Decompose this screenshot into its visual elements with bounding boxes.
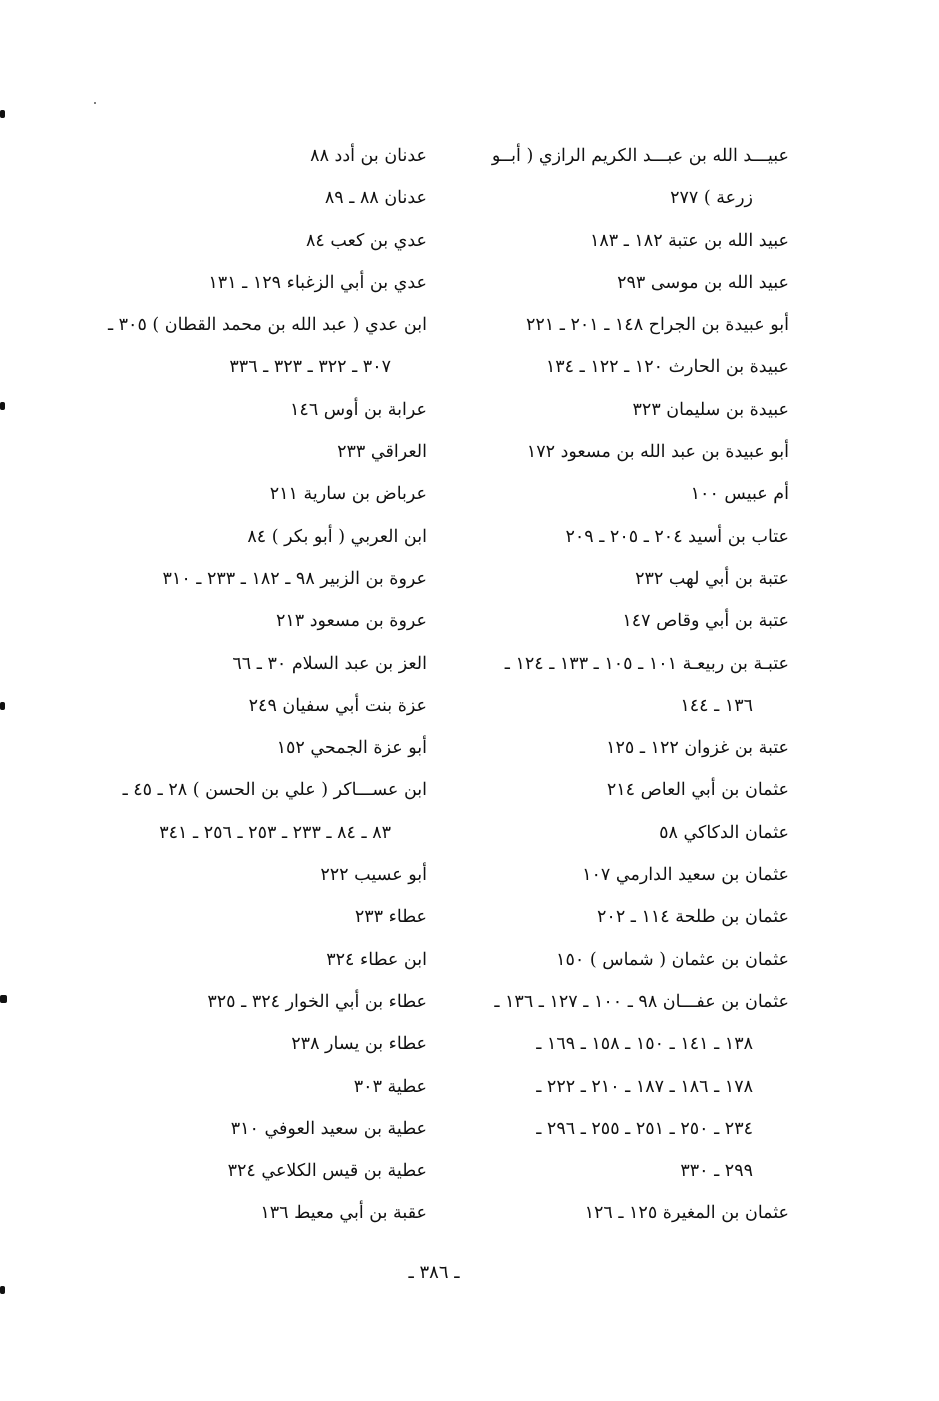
- scan-edge-mark: [0, 1286, 5, 1294]
- index-entry: عثمان بن عفـــان ٩٨ ـ ١٠٠ ـ ١٢٧ ـ ١٣٦ ـ: [494, 991, 789, 1012]
- scan-edge-mark: [0, 402, 5, 410]
- index-entry: عطاء بن يسار ٢٣٨: [291, 1034, 427, 1055]
- index-entry: عثمان بن سعيد الدارمي ١٠٧: [582, 865, 789, 886]
- index-entry-continuation: ١٣٦ ـ ١٤٤: [680, 695, 753, 716]
- index-entry: عبيد الله بن عتبة ١٨٢ ـ ١٨٣: [589, 230, 789, 251]
- scan-edge-mark: [0, 995, 7, 1003]
- index-entry: عطية ٣٠٣: [353, 1076, 427, 1097]
- index-entry: عقبة بن أبي معيط ١٣٦: [260, 1203, 427, 1224]
- index-entry: ابن العربي ( أبو بكر ) ٨٤: [247, 526, 427, 547]
- index-entry: العز بن عبد السلام ٣٠ ـ ٦٦: [232, 653, 427, 674]
- index-entry: أبو عسيب ٢٢٢: [320, 865, 427, 886]
- index-entry: عتبة بن غزوان ١٢٢ ـ ١٢٥: [606, 738, 789, 759]
- index-entry-continuation: ٢٩٩ ـ ٣٣٠: [680, 1161, 753, 1182]
- index-entry: أبو عبيدة بن عبد الله بن مسعود ١٧٢: [526, 442, 789, 463]
- index-entry: عدي بن أبي الزغباء ١٢٩ ـ ١٣١: [208, 272, 427, 293]
- index-entry: عثمان بن المغيرة ١٢٥ ـ ١٢٦: [584, 1203, 789, 1224]
- index-entry: أم عبيس ١٠٠: [690, 484, 789, 505]
- index-entry: عبيـــد الله بن عبـــد الكريم الرازي ( أبــو: [491, 146, 789, 166]
- index-entry-continuation: زرعة ) ٢٧٧: [670, 188, 753, 209]
- index-entry: ابن عطاء ٣٢٤: [326, 949, 427, 970]
- scan-edge-mark: [0, 702, 5, 710]
- scan-edge-mark: [0, 110, 5, 118]
- index-entry: عرباض بن سارية ٢١١: [269, 484, 427, 505]
- page-number: ـ ٣٨٦ ـ: [408, 1262, 460, 1283]
- index-entry: عطية بن قيس الكلاعي ٣٢٤: [227, 1161, 427, 1182]
- index-entry-continuation: ٢٣٤ ـ ٢٥٠ ـ ٢٥١ ـ ٢٥٥ ـ ٢٩٦ ـ: [536, 1118, 753, 1139]
- index-entry: عتاب بن أسيد ٢٠٤ ـ ٢٠٥ ـ ٢٠٩: [565, 526, 789, 547]
- index-entry: عتبة بن أبي لهب ٢٣٢: [635, 568, 789, 589]
- index-entry: عتبـة بن ربيعـة ١٠١ ـ ١٠٥ ـ ١٣٣ ـ ١٢٤ ـ: [504, 653, 789, 674]
- index-entry: عدنان ٨٨ ـ ٨٩: [324, 188, 427, 209]
- index-entry: عطاء ٢٣٣: [354, 907, 427, 928]
- index-entry: عثمان بن أبي العاص ٢١٤: [606, 780, 789, 801]
- index-entry: عدنان بن أدد ٨٨: [310, 146, 427, 166]
- index-entry: عدي بن كعب ٨٤: [306, 230, 427, 251]
- index-entry: أبو عزة الجمحي ١٥٢: [276, 738, 427, 759]
- index-entry: عروة بن الزبير ٩٨ ـ ١٨٢ ـ ٢٣٣ ـ ٣١٠: [162, 568, 427, 589]
- index-entry: عطاء بن أبي الخوار ٣٢٤ ـ ٣٢٥: [207, 991, 427, 1012]
- scan-speck: [94, 102, 96, 104]
- index-entry-continuation: ٣٠٧ ـ ٣٢٢ ـ ٣٢٣ ـ ٣٣٦: [229, 357, 391, 378]
- index-entry: عتبة بن أبي وقاص ١٤٧: [622, 611, 789, 632]
- index-entry: عرابة بن أوس ١٤٦: [290, 399, 427, 420]
- index-entry: عبيدة بن الحارث ١٢٠ ـ ١٢٢ ـ ١٣٤: [545, 357, 789, 378]
- index-entry: عزة بنت أبي سفيان ٢٤٩: [248, 695, 427, 716]
- index-entry-continuation: ١٧٨ ـ ١٨٦ ـ ١٨٧ ـ ٢١٠ ـ ٢٢٢ ـ: [536, 1076, 753, 1097]
- index-entry: عروة بن مسعود ٢١٣: [275, 611, 427, 632]
- index-entry: عثمان بن طلحة ١١٤ ـ ٢٠٢: [597, 907, 789, 928]
- index-entry: عطية بن سعيد العوفي ٣١٠: [230, 1118, 427, 1139]
- index-entry: عبيدة بن سليمان ٣٢٣: [632, 399, 789, 420]
- index-entry-continuation: ١٣٨ ـ ١٤١ ـ ١٥٠ ـ ١٥٨ ـ ١٦٩ ـ: [536, 1034, 753, 1055]
- index-entry: العراقي ٢٣٣: [337, 442, 427, 463]
- index-entry: ابن عدي ( عبد الله بن محمد القطان ) ٣٠٥ ـ: [107, 315, 427, 336]
- index-column-left: [77, 135, 427, 1235]
- index-entry: عبيد الله بن موسى ٢٩٣: [617, 272, 789, 293]
- index-entry-continuation: ٨٣ ـ ٨٤ ـ ٢٣٣ ـ ٢٥٣ ـ ٢٥٦ ـ ٣٤١: [159, 822, 391, 843]
- index-entry: عثمان بن عثمان ( شماس ) ١٥٠: [556, 949, 789, 970]
- index-entry: ابن عســـاكر ( علي بن الحسن ) ٢٨ ـ ٤٥ ـ: [122, 780, 427, 801]
- index-column-right: [439, 135, 789, 1235]
- index-entry: أبو عبيدة بن الجراح ١٤٨ ـ ٢٠١ ـ ٢٢١: [525, 315, 789, 336]
- index-entry: عثمان الدكاكي ٥٨: [659, 822, 789, 843]
